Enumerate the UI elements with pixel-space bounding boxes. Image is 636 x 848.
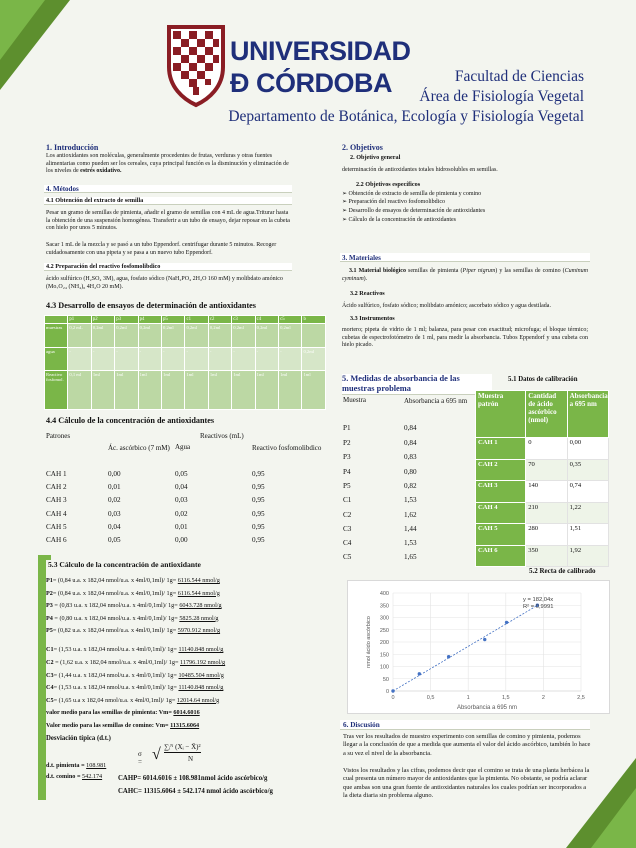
calibration-chart-svg [348,581,611,715]
assay-header-cell: p2 [91,316,114,324]
s5-abs: 1,62 [404,510,417,519]
y-tick-label: 350 [379,603,389,610]
s5-row [342,539,492,553]
patrones-cell: 0,01 [108,483,121,492]
objective-item: ➢ Desarrollo de ensayos de determinación de antioxidantes [342,208,486,215]
data-point [483,638,486,641]
s5-sample: P2 [343,438,351,447]
calc-line: C5= (1,65 u.a x 182,04 nmol/u.a. x 4ml/0,1ml)/ 1g= 12014.64 nmol/g [46,696,220,704]
cal-cell: 0,35 [567,459,608,481]
logo-line-2: Ð CÓRDOBA [230,68,392,98]
assay-cell: 0,2ml [138,324,161,348]
s51-title: 5.1 Datos de calibración [508,376,578,383]
assay-header-cell: p3 [115,316,138,324]
data-point [447,655,450,658]
s5-abs: 0,84 [404,424,417,433]
assay-cell: 1ml [185,371,208,410]
assay-cell: - [185,347,208,371]
s5-sample: P1 [343,424,351,433]
patrones-cell: CAH 4 [46,509,67,518]
objective-item: ➢ Obtención de extracto de semilla de pimienta y comino [342,190,482,197]
patrones-cell: 0,95 [252,470,265,478]
calc-line: P2= (0,84 u.a. x 182,04 nmol/u.a. x 4ml/0,1ml)/ 1g= 6116.544 nmol/g [46,589,220,597]
assay-cell: 1ml [232,371,255,410]
introduction-section [46,143,290,176]
x-tick-label: 2 [541,695,545,701]
methods-title: 4. Métodos [46,185,79,193]
patrones-row [44,496,334,509]
patrones-row [44,523,334,536]
assay-cell: - [138,347,161,371]
methods-bar [44,185,292,193]
patrones-cell: 0,04 [175,483,188,492]
patrones-cell: 0,01 [175,522,188,531]
cal-cell: CAH 4 [476,502,526,524]
assay-cell: muestras [45,324,68,348]
x-axis-label: Absorbancia a 695 nm [456,705,518,711]
assay-cell: - [255,347,278,371]
patrones-cell: CAH 1 [46,470,67,478]
s5-row [342,468,492,483]
s5-sample: C4 [343,538,352,547]
s5-row [342,482,492,496]
data-point [505,621,508,624]
s32-text: Ácido sulfúrico, fosfato sódico; molibdato amónico; ascorbato sódico y agua destilada. [342,303,551,309]
patrones-cell: 0,95 [252,483,265,492]
assay-cell: 1ml [279,371,302,410]
assay-table [44,315,326,410]
s41-paragraph-1: Pesar un gramo de semillas de pimienta, añadir el gramo de semillas con 4 mL de agua.Triturar hasta la obtención de una suspensión homogénea. Transferir a un tubo de ensayo, dejar reposar en la cubeta con hielo por unos 5 minutos. [46,210,290,232]
s41-paragraph-2: Sacar 1 mL de la mezcla y se pasó a un tubo Eppendorf. centrifugar durante 5 minutos. Recoger cuidadosamente con una pipeta y se pasa a un nuevo tubo Eppendorf. [46,242,277,256]
cal-header-cell: Cantidad de ácido ascórbico (nmol) [526,391,567,438]
discussion-p1: Tras ver los resultados de muestro experimento con semillas de comino y pimienta, podemos llegar a la conclusión de que a medida que aumenta el valor del ácido ascórbico, también lo hace a su vez el nivel de la absorbancia. [343,733,591,757]
s5-sample: C2 [343,510,352,519]
assay-header-cell: c2 [208,316,231,324]
calc-line: P3 = (0,83 u.a. x 182,04 nmol/u.a. x 4ml/0,1ml)/ 1g= 6043.728 nmol/g [46,602,222,610]
patrones-cell: CAH 2 [46,483,67,492]
trend-equation: y = 182,04x [523,597,554,603]
y-tick-label: 250 [379,627,389,634]
assay-cell: 0,2ml [279,324,302,348]
s5-row [342,496,492,510]
assay-header-cell: p1 [68,316,91,324]
patrones-table [44,430,334,549]
s5-abs: 0,83 [404,453,417,462]
calc-line: C1= (1,53 u.a. x 182,04 nmol/u.a. x 4ml/0,1ml)/ 1g= 11140.848 nmol/g [46,646,224,654]
patrones-cell: 0,95 [252,522,265,531]
assay-header-cell [45,316,68,324]
assay-cell: 1ml [302,371,326,410]
patrones-cell: 0,95 [252,509,265,518]
patrones-cell: 0,00 [175,535,188,544]
patrones-cell: 0,05 [175,470,188,478]
cal-cell: 350 [526,545,567,567]
cal-row [476,502,609,524]
assay-cell: 1ml [91,371,114,410]
x-tick-label: 0,5 [426,695,435,701]
objective-item: ➢ Cálculo de la concentración de antioxidantes [342,216,456,223]
s5-row [342,424,492,439]
cal-header-row [476,391,609,438]
s32-title: 3.2 Reactivos [350,290,385,297]
cahc-result: CAHC= 11315.6064 ± 542.174 nmol ácido ascórbico/g [118,788,273,795]
x-tick-label: 1 [466,695,470,701]
y-tick-label: 150 [379,652,389,659]
cal-header-cell: Muestra patrón [476,391,526,438]
assay-cell: 1ml [255,371,278,410]
assay-cell: 1ml [138,371,161,410]
patrones-cell: CAH 5 [46,522,67,531]
assay-header-cell: c3 [232,316,255,324]
cal-cell: 0 [526,438,567,460]
data-point [418,672,421,675]
s5-title: 5. Medidas de absorbancia de las muestras problema [342,374,492,395]
s53-title: 5.3 Cálculo de la concentración de antioxidante [48,560,201,569]
patrones-cell: 0,00 [108,470,121,478]
calc-line: C2 = (1,62 u.a. x 182,04 nmol/u.a. x 4ml/0,1ml)/ 1g= 11796.192 nmol/g [46,658,226,666]
dt-pimienta: d.t. pimienta = 108.981 [46,762,107,769]
assay-cell: 0,2ml [255,324,278,348]
cal-cell: CAH 5 [476,524,526,546]
assay-cell: 0,2ml [185,324,208,348]
assay-row [45,347,326,371]
s5-sample: P5 [343,482,351,491]
patrones-row [44,483,334,496]
assay-header-cell: p4 [138,316,161,324]
s44-title: 4.4 Cálculo de la concentración de antioxidantes [46,416,215,425]
corner-decoration [591,788,636,848]
s5-sample: C1 [343,496,352,505]
introduction-title: 1. Introducción [46,143,99,152]
assay-cell: - [91,347,114,371]
assay-header-cell: c5 [279,316,302,324]
university-shield-icon [165,23,227,108]
s5-abs: 0,80 [404,467,417,476]
s5-row [342,511,492,525]
cal-header-cell: Absorbancia a 695 nm [567,391,608,438]
patrones-cell: 0,04 [108,522,121,531]
col-acido: Ác. ascórbico (7 mM) [108,444,170,452]
objective-general-text: determinación de antioxidantes totales hidrosolubles en semillas. [342,167,498,173]
s5-sample: P4 [343,467,351,476]
assay-cell: 0,2ml [232,324,255,348]
y-tick-label: 50 [382,676,389,683]
cal-cell: 140 [526,481,567,503]
s5-abs: 1,53 [404,496,417,505]
introduction-text: Los antioxidantes son moléculas, generalmente procedentes de frutas, verduras y otras fuentes alimentarias como pueden ser los cereales, cuya principal función es la disminución y eliminación de los niveles de estrés oxidativo. [46,153,289,175]
assay-header-cell: p5 [162,316,185,324]
department-title: Departamento de Botánica, Ecología y Fisiología Vegetal [228,108,584,125]
cal-cell: CAH 1 [476,438,526,460]
calc-line: P1= (0,84 u.a. x 182,04 nmol/u.a. x 4ml/0,1ml)/ 1g= 6116.544 nmol/g [46,577,220,584]
arrow-bullet-icon: ➢ [342,216,349,223]
arrow-bullet-icon: ➢ [342,199,349,206]
assay-cell: - [208,347,231,371]
cal-cell: 1,51 [567,524,608,546]
dt-comino: d.t. comino = 542.174 [46,773,103,780]
calc-line: P5= (0,82 u.a. x 182,04 nmol/u.a. x 4ml/0,1ml)/ 1g= 5970.912 nmol/g [46,627,221,635]
patrones-cell: 0,02 [108,496,121,505]
s5-row [342,453,492,468]
s5-sample: C5 [343,553,352,562]
assay-header-cell: b [302,316,326,324]
assay-cell: 0,2ml [91,324,114,348]
s5-col-abs: Absorbancia a 695 nm [404,397,468,406]
s42-text: ácido sulfúrico (H₂SO₄ 3M), agua, fosfato sódico (NaH₂PO₄ 2H₂O 160 mM) y molibdato amónico (Mo₇O₂₄ (NH₄)₆ 4H₂O 20 mM). [46,276,283,290]
patrones-row [44,536,334,549]
assay-cell: - [115,347,138,371]
assay-cell: - [68,347,91,371]
assay-cell: - [162,347,185,371]
s41-title: 4.1 Obtención del extracto de semilla [46,197,144,204]
assay-header-cell: c4 [255,316,278,324]
patrones-cell: 0,02 [175,509,188,518]
s5-sample: P3 [343,453,351,462]
calc-line: C4= (1,53 u.a. x 182,04 nmol/u.a. x 4ml/0,1ml)/ 1g= 11140.848 nmol/g [46,684,224,692]
data-point [391,689,394,692]
s43-title: 4.3 Desarrollo de ensayos de determinación de antioxidantes [46,301,256,310]
patrones-cell: 0,95 [252,535,265,544]
assay-cell: agua [45,347,68,371]
objective-item: ➢ Preparación del reactivo fosfomolibdico [342,199,445,206]
cal-cell: 210 [526,502,567,524]
patrones-row [44,470,334,483]
col-patrones: Patrones [46,432,71,440]
s33-title: 3.3 Instrumentos [350,315,395,322]
mean-pimienta: valor medio para las semillas de pimienta: Vm= 6014.6016 [46,709,200,717]
objective-specific-title: 2.2 Objetivos específicos [356,180,421,188]
s5-row [342,439,492,454]
s42-title: 4.2 Preparación del reactivo fosfomolibdico [46,263,161,270]
faculty-title: Facultad de Ciencias [454,68,584,85]
arrow-bullet-icon: ➢ [342,190,349,197]
discussion-title: 6. Discusión [343,721,380,729]
objective-general-title: 2. Objetivo general [350,154,401,161]
objectives-section [342,143,587,224]
assay-cell: - [232,347,255,371]
assay-cell: 0,2 mL [68,324,91,348]
sqrt-icon: √ [152,746,161,763]
assay-cell: 0,2ml [302,347,326,371]
assay-header-cell: c1 [185,316,208,324]
s5-row [342,525,492,539]
assay-cell [302,324,326,348]
assay-row [45,371,326,410]
assay-cell: 0,2ml [208,324,231,348]
materials-title: 3. Materiales [342,254,381,262]
s5-abs: 0,82 [404,482,417,491]
cal-cell: 1,92 [567,545,608,567]
sd-title: Desviación típica (d.t.) [46,735,111,743]
assay-cell: 1ml [115,371,138,410]
s5-section [342,374,492,567]
assay-cell: 0,1 ml [68,371,91,410]
patrones-row [44,510,334,523]
cal-cell: 0,00 [567,438,608,460]
cal-cell: CAH 6 [476,545,526,567]
assay-row [45,324,326,348]
trend-r2: R² = 0,9991 [523,604,554,610]
area-title: Área de Fisiología Vegetal [419,88,584,105]
s31-text: 3.1 Material biológico semillas de pimienta (Piper nigrum) y las semillas de comino (Cuminum cyminum). [342,268,588,282]
s5-abs: 1,65 [404,553,417,562]
cal-row [476,459,609,481]
s5-abs: 0,84 [404,438,417,447]
arrow-bullet-icon: ➢ [342,208,349,215]
s5-row [342,553,492,567]
cal-cell: 280 [526,524,567,546]
s5-abs: 1,44 [404,524,417,533]
s33-text: mortero; pipeta de vidrio de 1 ml; balanza, para pesar con exactitud; microfuga; el bloque térmico; cubetas de espectrofotómetro de 1 ml, para medir la absorbancia. Tubos Eppendorf y una cubeta con hielo picado. [342,327,588,349]
calibration-chart [347,580,610,714]
chart-title: 5.2 Recta de calibrado [529,567,596,575]
cal-row [476,524,609,546]
assay-header-row [45,316,326,324]
patrones-cell: 0,95 [252,496,265,505]
cal-cell: 70 [526,459,567,481]
corner-decoration [0,0,45,60]
cahp-result: CAHP= 6014.6016 ± 108.981nmol ácido ascórbico/g [118,775,268,782]
y-tick-label: 0 [385,689,389,695]
assay-cell: Reactivo fosfomol. [45,371,68,410]
cal-row [476,481,609,503]
s5-abs: 1,53 [404,538,417,547]
logo-line-1: UNIVERSIDAD [230,36,411,66]
y-tick-label: 200 [379,640,389,646]
discussion-p2: Vistos los resultados y las cifras, podemos decir que el comino se trata de una planta herbácea la cual presenta un número mayor de antioxidantes que la pimienta. No obstante, se podría aclarar que ambas son una gran fuente de antioxidantes naturales los cuales podrían ser incorporados a la dieta diaria sin problema alguno. [343,767,590,799]
s5-col-muestra: Muestra [343,396,366,405]
cal-row [476,545,609,567]
y-tick-label: 300 [379,615,389,622]
calibration-table [475,390,609,567]
x-tick-label: 0 [391,695,395,701]
assay-cell: 1ml [208,371,231,410]
trendline [393,605,537,691]
cal-row [476,438,609,460]
assay-cell: 0,2ml [162,324,185,348]
col-reactivo: Reactivo fosfomolibdico [252,444,322,452]
mean-comino: Valor medio para las semillas de comino: Vm= 11315.6064 [46,722,200,730]
patrones-cell: 0,05 [108,535,121,544]
cal-cell: CAH 3 [476,481,526,503]
objectives-title: 2. Objetivos [342,143,383,152]
s5-sample: C3 [343,524,352,533]
cal-cell: 0,74 [567,481,608,503]
x-tick-label: 2,5 [577,695,585,701]
calc-line: C3= (1,44 u.a. x 182,04 nmol/u.a. x 4ml/0,1ml)/ 1g= 10485.504 nmol/g [46,671,224,679]
y-tick-label: 100 [379,664,389,671]
assay-cell: - [279,347,302,371]
x-tick-label: 1,5 [501,695,510,701]
patrones-cell: 0,03 [175,496,188,505]
col-reactivos: Reactivos (mL) [200,432,244,440]
col-agua: Agua [175,443,191,451]
patrones-cell: CAH 6 [46,535,67,544]
s53-section: 5.3 Cálculo de la concentración de antioxidante P1= (0,84 u.a. x 182,04 nmol/u.a. x 4ml/0,1ml)/ 1g= 6116.544 nmol/g P2= (0,84 u.a. x 182,04 nmol/u.a. x 4ml/0,1ml)/ 1g= 6116.544 nmol/g P3 = (0,83 u.a. x 182,04 nmol/u.a. x 4ml/0,1ml)/ 1g= 6043.728 nmol/g P4 = (0,80 u.a. x 182,04 nmol/u.a. x 4ml/0,1ml)/ 1g= 5825.28 nmol/g P5= (0,82 u.a. x 182,04 nmol/u.a. x 4ml/0,1ml)/ 1g= 5970.912 nmol/g C1= (1,53 u.a. x 182,04 nmol/u.a. x 4ml/0,1ml)/ 1g= 11140.848 nmol/g C2 = (1,62 u.a. x 182,04 nmol/u.a. x 4ml/0,1ml)/ 1g= 11796.192 nmol/g C3= (1,44 u.a. x 182,04 nmol/u.a. x 4ml/0,1ml)/ 1g= 10485.504 nmol/g C4= (1,53 u.a. x 182,04 nmol/u.a. x 4ml/0,1ml)/ 1g= 11140.848 nmol/g C5= (1,65 u.a x 182,04 nmol/u.a. x 4ml/0,1ml)/ 1g= 12014.64 nmol/g valor medio para las semillas de pimienta: Vm= 6014.6016 Valor medio para las semillas de comino: Vm= 11315.6064 Desviación típica (d.t.) σ = √ ∑ᵢᴺ (Xᵢ − X̄)² N d.t. pimienta = 108.981 d.t. comino = 542.174 CAHP= 6014.6016 ± 108.981nmol ácido ascórbico/g CAHC= 11315.6064 ± 542.174 nmol ácido ascórbico/g [46,560,332,800]
patrones-cell: 0,03 [108,509,121,518]
cal-cell: CAH 2 [476,459,526,481]
patrones-cell: CAH 3 [46,496,67,505]
university-logo [160,20,411,110]
y-tick-label: 400 [379,591,389,597]
cal-cell: 1,22 [567,502,608,524]
assay-cell: 0,2ml [115,324,138,348]
calc-line: P4 = (0,80 u.a. x 182,04 nmol/u.a. x 4ml/0,1ml)/ 1g= 5825.28 nmol/g [46,614,219,622]
y-axis-label: nmol ácido ascórbico [366,616,372,668]
assay-cell: 1ml [162,371,185,410]
